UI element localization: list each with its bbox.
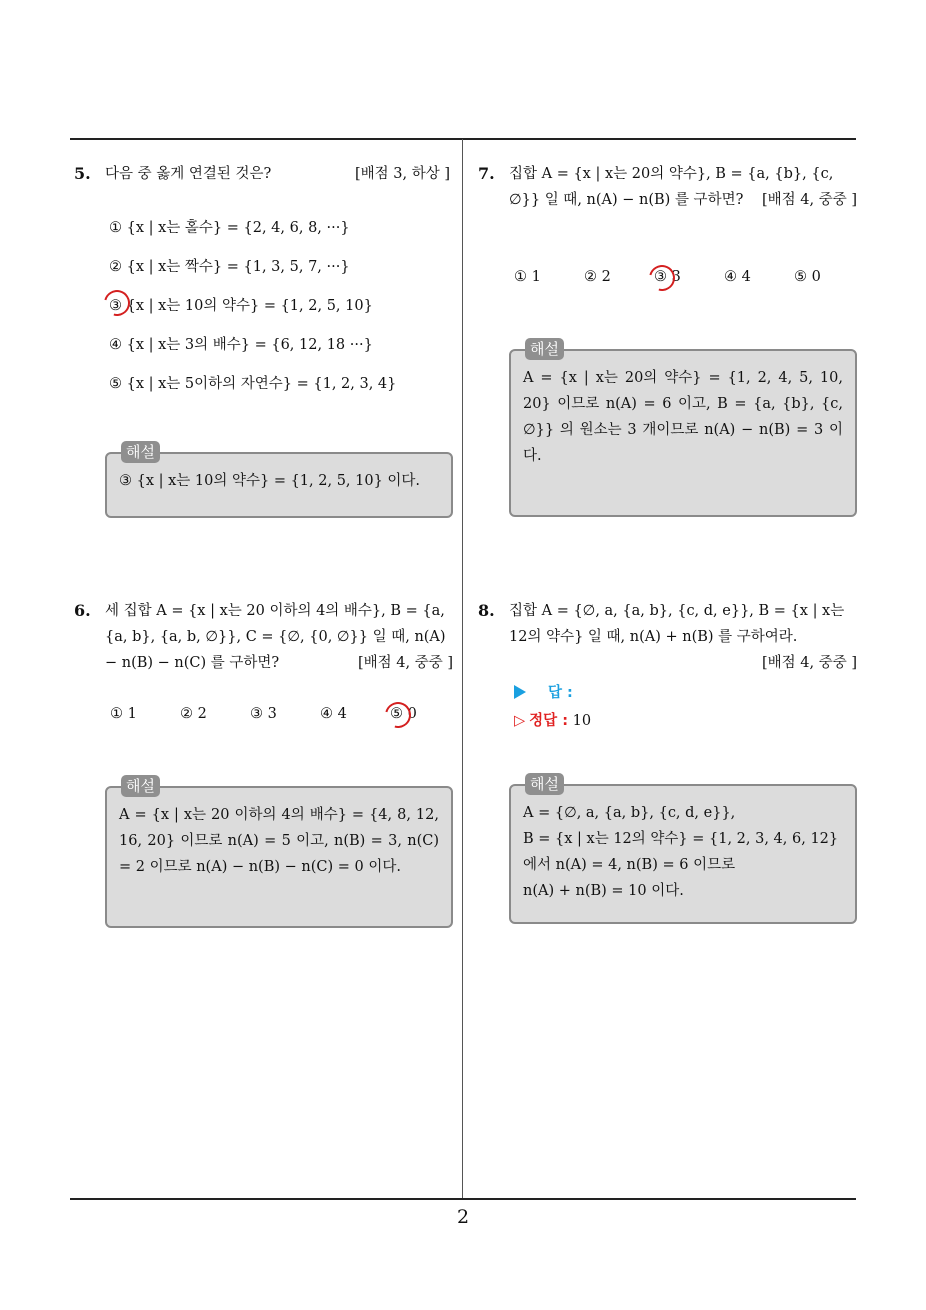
question-8-explanation-line: B = {x | x는 12의 약수} = {1, 2, 3, 4, 6, 12} [523,831,839,847]
question-5-meta: [배점 3, 하상 ] [354,166,450,182]
play-triangle-icon [514,685,526,699]
question-6-text [105,598,453,676]
question-8-explanation-line: A = {∅, a, {a, b}, {c, d, e}}, [523,805,736,821]
question-6-choice-1[interactable]: ① 1 [110,706,137,722]
explanation-tag: 해설 [121,441,160,463]
answer-circle-mark [644,260,680,296]
correct-answer-label: 정답 : [529,713,569,729]
question-7-choice-3[interactable]: ③ 3 [654,269,681,285]
column-divider [462,139,463,1199]
question-6-explanation-box [105,777,453,928]
question-7-choice-2[interactable]: ② 2 [584,269,611,285]
question-7-explanation-box [509,340,857,517]
bottom-rule [70,1198,856,1200]
question-5-option-1[interactable]: ① {x | x는 홀수} = {2, 4, 6, 8, ···} [109,220,350,236]
question-7-meta: [배점 4, 중중 ] [761,192,857,208]
question-6-choice-3[interactable]: ③ 3 [250,706,277,722]
question-5-explanation: ③ {x | x는 10의 약수} = {1, 2, 5, 10} 이다. [119,473,421,489]
explanation-tag: 해설 [121,775,160,797]
question-6-number: 6. [74,601,91,620]
question-5-option-5[interactable]: ⑤ {x | x는 5이하의 자연수} = {1, 2, 3, 4} [109,376,397,392]
answer-row [514,681,573,702]
top-rule [70,138,856,140]
answer-label: 답 : [548,685,573,701]
question-7-prompt: 집합 A = {x | x는 20의 약수}, B = {a, {b}, {c, ∅}} 일 때, n(A) − n(B) 를 구하면? [509,166,834,208]
question-8-number: 8. [478,601,495,620]
answer-circle-mark [99,285,135,321]
correct-answer-row [514,709,591,730]
question-7-number: 7. [478,164,495,183]
answer-circle-mark [380,697,416,733]
question-6-meta: [배점 4, 중중 ] [357,655,453,671]
question-7-choice-4[interactable]: ④ 4 [724,269,751,285]
page-number: 2 [456,1206,470,1228]
question-6-choice-2[interactable]: ② 2 [180,706,207,722]
question-6-explanation: A = {x | x는 20 이하의 4의 배수} = {4, 8, 12, 16, 20} 이므로 n(A) = 5 이고, n(B) = 3, n(C) = 2 이므로 n(A) − n(B) − n(C) = 0 이다. [119,807,439,875]
question-7-text [509,161,857,213]
question-5-option-3[interactable]: ③ {x | x는 10의 약수} = {1, 2, 5, 10} [109,298,373,314]
explanation-tag: 해설 [525,773,564,795]
question-6-choice-5[interactable]: ⑤ 0 [390,706,417,722]
question-8-prompt: 집합 A = {∅, a, {a, b}, {c, d, e}}, B = {x | x는 12의 약수} 일 때, n(A) + n(B) 를 구하여라. [509,603,845,645]
question-5-prompt: 다음 중 옳게 연결된 것은? [105,166,272,182]
question-5-option-2[interactable]: ② {x | x는 짝수} = {1, 3, 5, 7, ···} [109,259,350,275]
question-7-choice-1[interactable]: ① 1 [514,269,541,285]
question-8-explanation-line: 에서 n(A) = 4, n(B) = 6 이므로 [523,857,736,873]
question-7-choice-5[interactable]: ⑤ 0 [794,269,821,285]
question-5-explanation-box [105,443,453,518]
question-8-explanation-box [509,775,857,924]
question-8-text [509,598,857,676]
question-6-prompt: 세 집합 A = {x | x는 20 이하의 4의 배수}, B = {a, {a, b}, {a, b, ∅}}, C = {∅, {0, ∅}} 일 때, n(A) − n(B) − n(C) 를 구하면? [105,603,446,671]
question-8-explanation-line: n(A) + n(B) = 10 이다. [523,883,684,899]
question-5-text [105,161,450,187]
correct-answer-value: 10 [572,713,592,729]
question-5-option-4[interactable]: ④ {x | x는 3의 배수} = {6, 12, 18 ···} [109,337,373,353]
question-8-meta: [배점 4, 중중 ] [761,655,857,671]
question-5-number: 5. [74,164,91,183]
explanation-tag: 해설 [525,338,564,360]
outline-triangle-icon: ▷ [514,713,526,729]
question-6-choice-4[interactable]: ④ 4 [320,706,347,722]
question-7-explanation: A = {x | x는 20의 약수} = {1, 2, 4, 5, 10, 20} 이므로 n(A) = 6 이고, B = {a, {b}, {c, ∅}} 의 원소는 3 개이므로 n(A) − n(B) = 3 이다. [523,370,843,464]
